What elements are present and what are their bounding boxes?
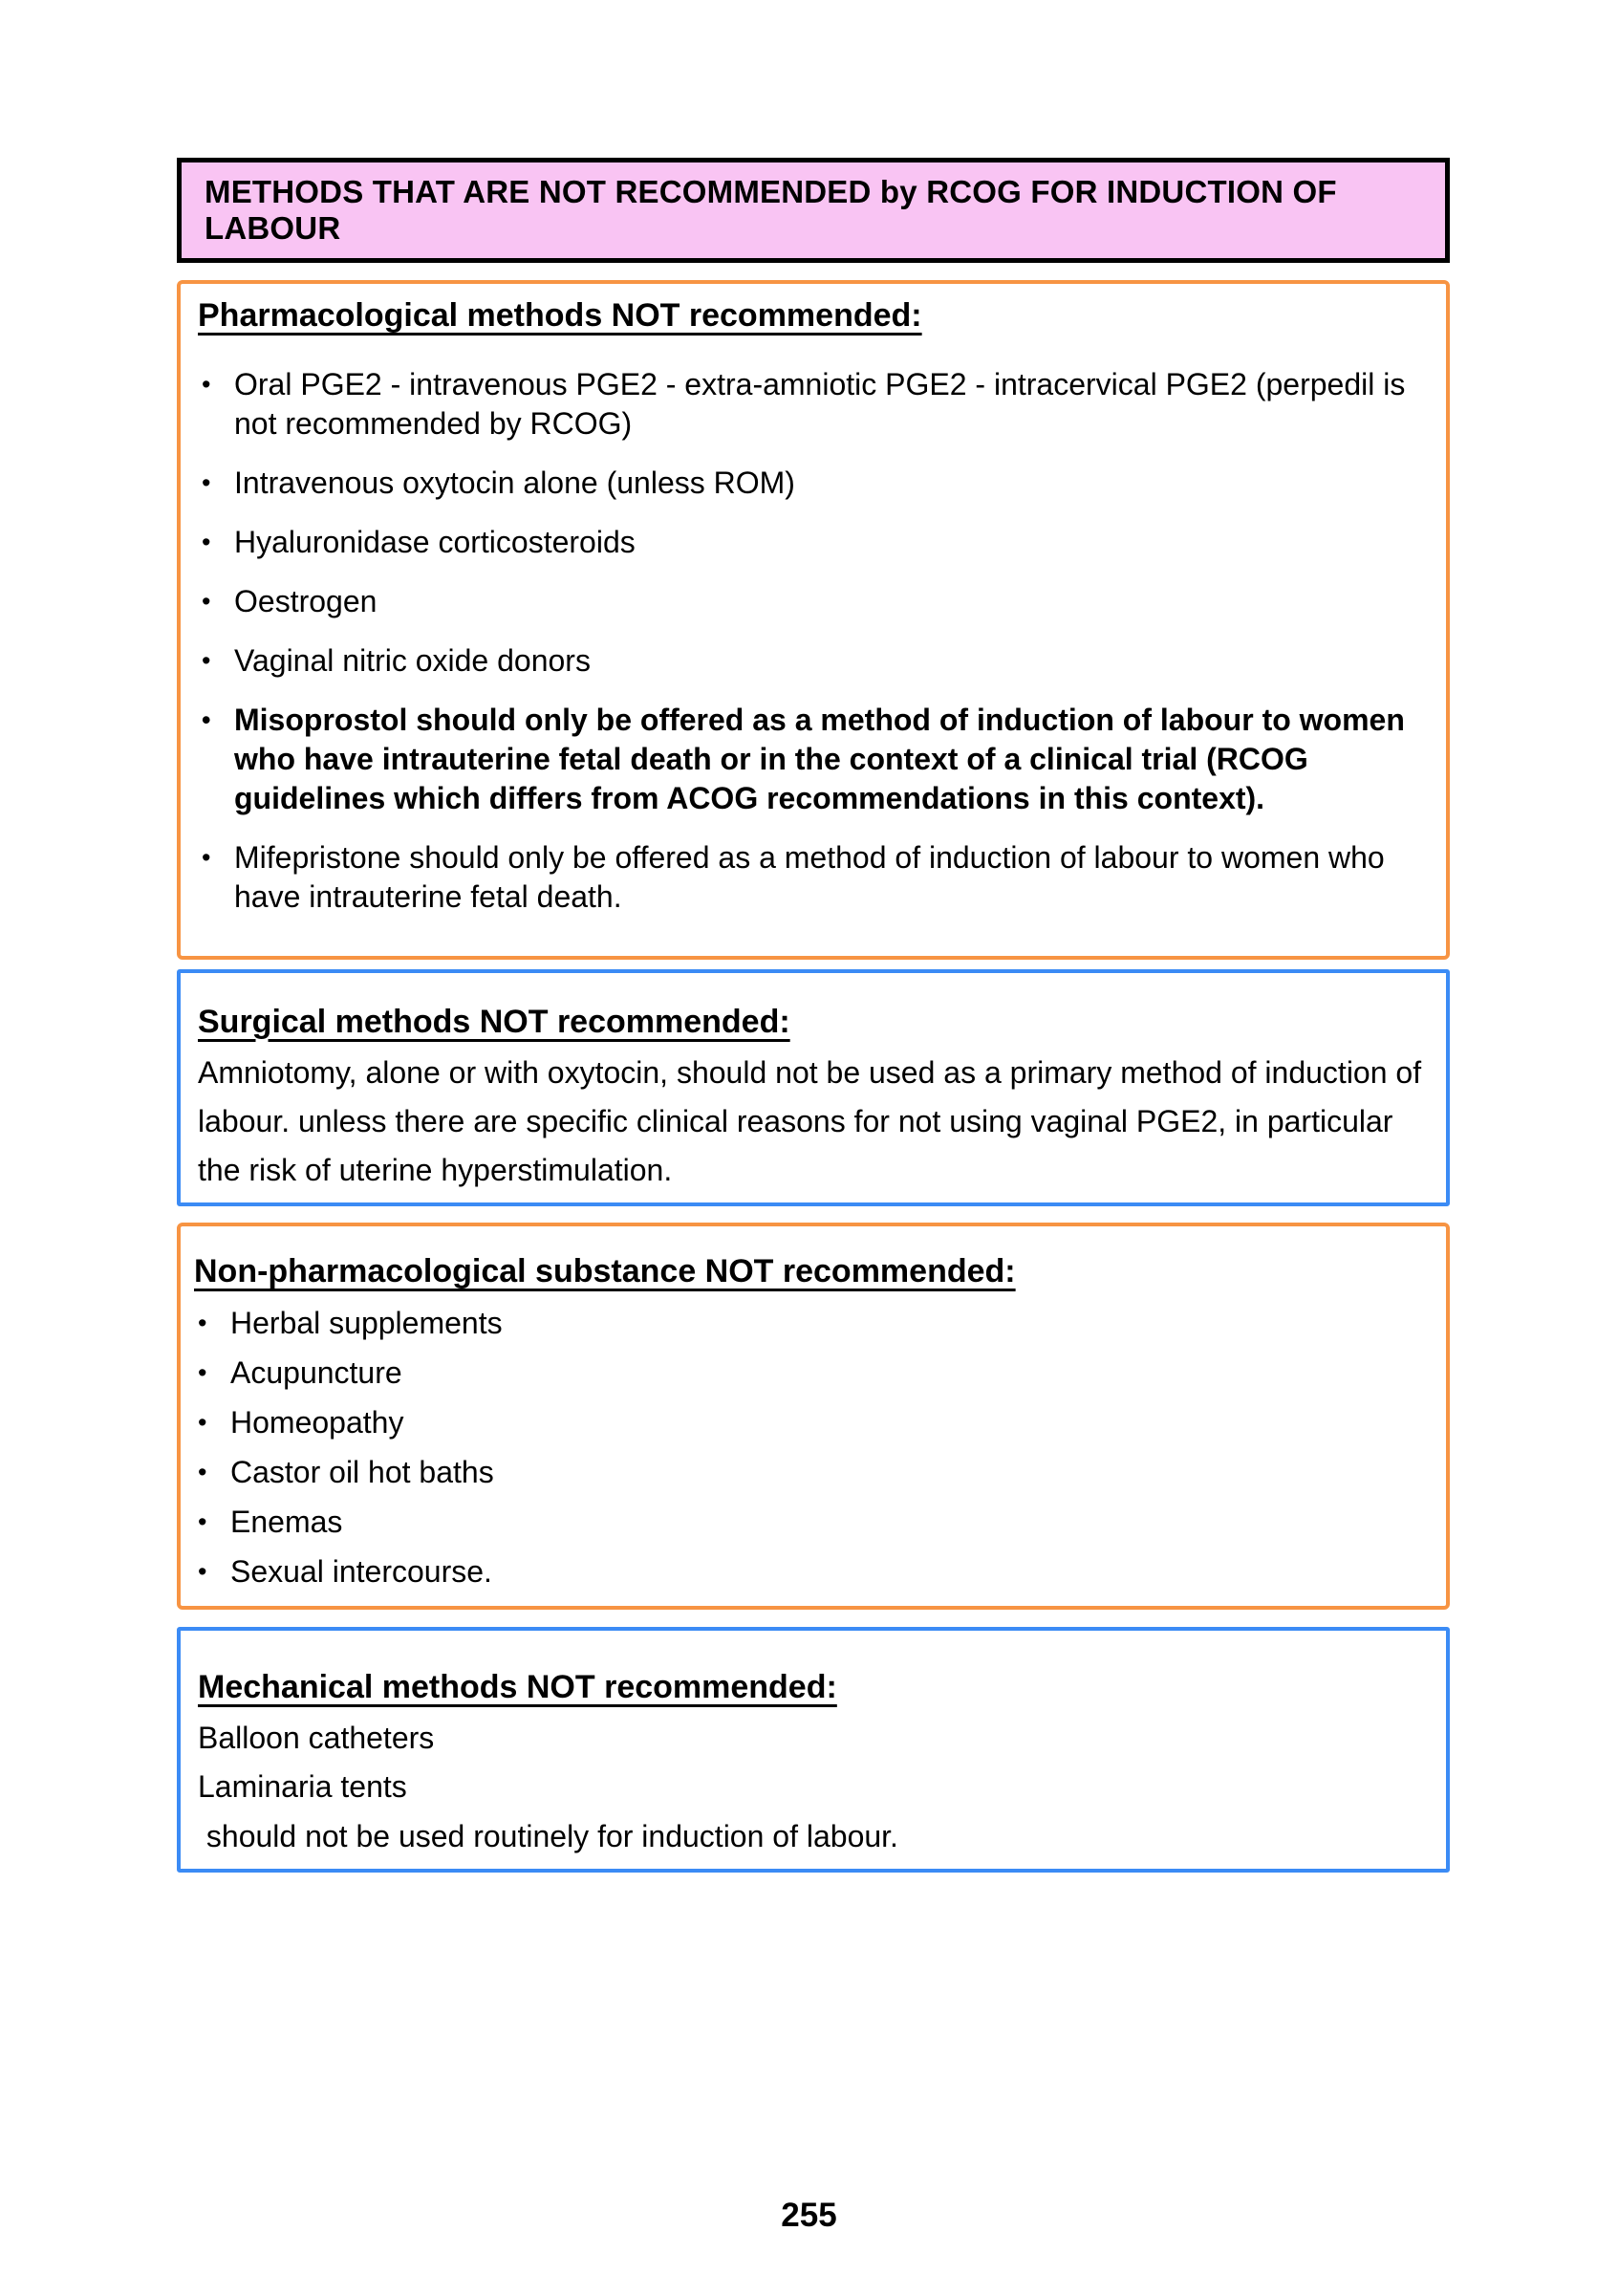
section-box-mechanical (177, 1627, 1450, 1873)
bullet-marker-icon: • (202, 842, 211, 872)
bullet-text: Castor oil hot baths (230, 1455, 494, 1490)
bullet-item (198, 1503, 1421, 1542)
bullet-item (202, 464, 1421, 503)
paragraph: Balloon catheters (198, 1721, 435, 1756)
paragraph: Amniotomy, alone or with oxytocin, should not be used as a primary method of induction of labour. unless there are specific clinical reasons for not using vaginal PGE2, in particular the risk of uterine hyperstimulation. (198, 1054, 1430, 1188)
bullet-text: Enemas (230, 1505, 343, 1540)
section-box-non-pharmacological (177, 1223, 1450, 1610)
sections-container (177, 280, 1450, 1873)
bullet-marker-icon: • (202, 645, 211, 675)
bullet-marker-icon: • (202, 370, 211, 399)
bullet-text: Hyaluronidase corticosteroids (234, 524, 636, 559)
bullet-marker-icon: • (198, 1557, 207, 1587)
title-banner (177, 158, 1450, 263)
bullet-text: Acupuncture (230, 1355, 402, 1391)
bullet-item (198, 1304, 1421, 1343)
section-heading: Non-pharmacological substance NOT recommended: (194, 1253, 1016, 1290)
bullet-item (198, 1354, 1421, 1393)
bullet-item (202, 838, 1421, 917)
section-heading: Mechanical methods NOT recommended: (198, 1669, 837, 1706)
bullet-text: Homeopathy (230, 1405, 404, 1440)
bullet-text: Oestrogen (234, 583, 378, 618)
bullet-item (202, 641, 1421, 681)
bullet-marker-icon: • (198, 1458, 207, 1487)
bullet-text: Mifepristone should only be offered as a method of induction of labour to women who have intrauterine fetal death. (234, 839, 1385, 914)
bullet-marker-icon: • (202, 467, 211, 497)
bullet-item (202, 701, 1421, 818)
bullet-item (202, 523, 1421, 562)
paragraph: should not be used routinely for induction of labour. (198, 1818, 898, 1853)
bullet-marker-icon: • (198, 1408, 207, 1438)
title-text: METHODS THAT ARE NOT RECOMMENDED by RCOG FOR INDUCTION OF LABOUR (205, 174, 1337, 246)
bullet-item (198, 1453, 1421, 1492)
bullet-text: Oral PGE2 - intravenous PGE2 - extra-amniotic PGE2 - intracervical PGE2 (perpedil is not recommended by RCOG) (234, 367, 1406, 441)
bullet-list (198, 365, 1421, 917)
section-box-surgical (177, 969, 1450, 1207)
bullet-item (198, 1552, 1421, 1592)
section-heading: Pharmacological methods NOT recommended: (198, 297, 922, 334)
bullet-text: Intravenous oxytocin alone (unless ROM) (234, 465, 795, 500)
bullet-marker-icon: • (198, 1507, 207, 1537)
bullet-marker-icon: • (202, 527, 211, 556)
bullet-text: Sexual intercourse. (230, 1554, 492, 1590)
paragraph: Laminaria tents (198, 1769, 407, 1805)
bullet-list (194, 1304, 1421, 1592)
bullet-text: Misoprostol should only be offered as a method of induction of labour to women who have intrauterine fetal death or in the context of a clinical trial (RCOG guidelines which differs from ACOG recommendations in this context). (234, 702, 1405, 815)
bullet-marker-icon: • (198, 1309, 207, 1338)
bullet-marker-icon: • (202, 704, 211, 734)
page-number: 255 (781, 2197, 837, 2234)
bullet-marker-icon: • (202, 586, 211, 616)
page-content (177, 158, 1450, 1873)
bullet-item (198, 1403, 1421, 1442)
section-heading: Surgical methods NOT recommended: (198, 1003, 790, 1040)
bullet-item (202, 365, 1421, 444)
bullet-text: Herbal supplements (230, 1306, 503, 1341)
section-box-pharmacological (177, 280, 1450, 960)
bullet-marker-icon: • (198, 1358, 207, 1388)
bullet-text: Vaginal nitric oxide donors (234, 642, 591, 678)
bullet-item (202, 582, 1421, 621)
